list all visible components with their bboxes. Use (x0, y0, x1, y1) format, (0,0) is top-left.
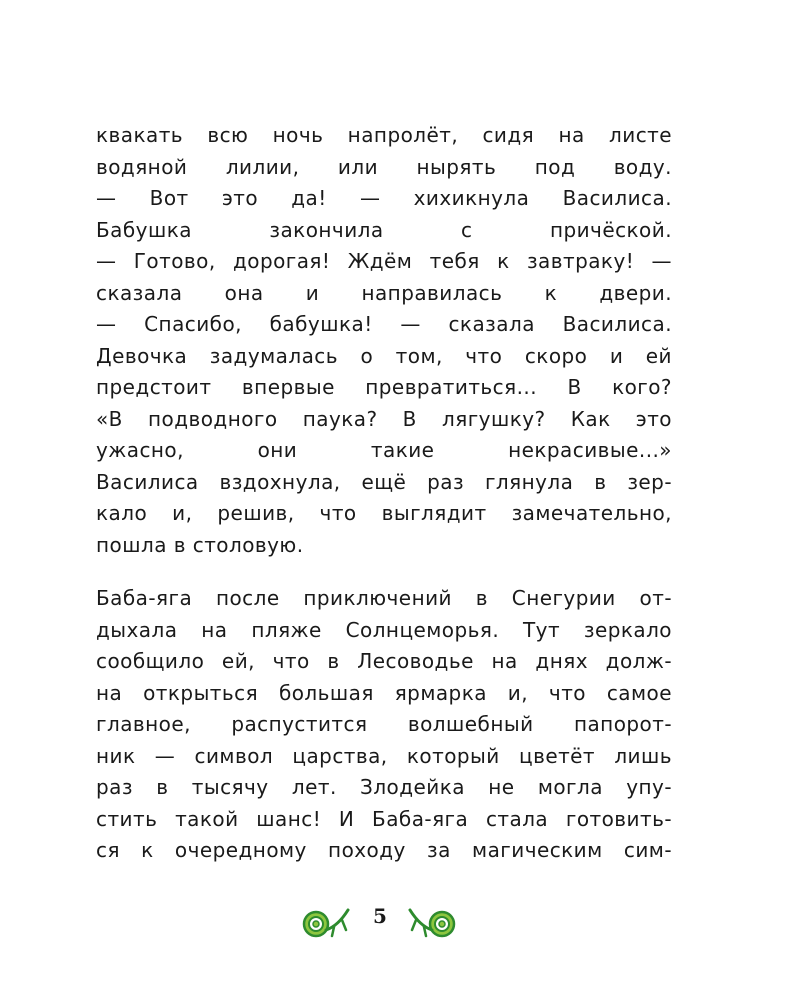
text-line: «В подводного паука? В лягушку? Как это (96, 406, 672, 431)
text-line: сказала она и направилась к двери. (96, 280, 672, 305)
text-line: водяной лилии, или нырять под воду. (96, 154, 672, 179)
text-line: Василиса вздохнула, ещё раз глянула в зер- (96, 469, 672, 494)
text-line: Бабушка закончила с причёской. (96, 217, 672, 242)
text-line: предстоит впервые превратиться... В кого? (96, 375, 672, 399)
text-line: — Спасибо, бабушка! — сказала Василиса. (96, 312, 672, 336)
text-line: на открыться большая ярмарка и, что самое (96, 680, 672, 705)
text-line: дыхала на пляже Солнцеморья. Тут зеркало (96, 617, 672, 642)
text-line: пошла в столовую. (96, 532, 304, 557)
text-line: кало и, решив, что выглядит замечательно, (96, 501, 672, 525)
fern-curl-icon (296, 902, 356, 942)
page-footer (0, 898, 800, 948)
text-line: — Вот это да! — хихикнула Василиса. (96, 186, 672, 210)
text-line: Баба-яга после приключений в Снегурии от- (96, 586, 672, 610)
text-line: ужасно, они такие некрасивые...» (96, 438, 672, 462)
paragraph-2 (96, 583, 672, 867)
page-number: 5 (373, 904, 387, 928)
paragraph-1 (96, 120, 672, 561)
text-line: Девочка задумалась о том, что скоро и ей (96, 343, 672, 368)
text-line: ник — символ царства, который цветёт лишь (96, 743, 672, 768)
text-line: стить такой шанс! И Баба-яга стала готовить- (96, 806, 672, 831)
text-line: раз в тысячу лет. Злодейка не могла упу- (96, 775, 672, 799)
fern-curl-icon (402, 902, 462, 942)
text-line: главное, распустится волшебный папорот- (96, 712, 672, 736)
text-line: квакать всю ночь напролёт, сидя на листе (96, 123, 672, 147)
text-line: — Готово, дорогая! Ждём тебя к завтраку! — (96, 249, 672, 273)
text-line: сообщило ей, что в Лесоводье на днях долж- (96, 649, 672, 673)
text-line: ся к очередному походу за магическим сим- (96, 838, 672, 862)
